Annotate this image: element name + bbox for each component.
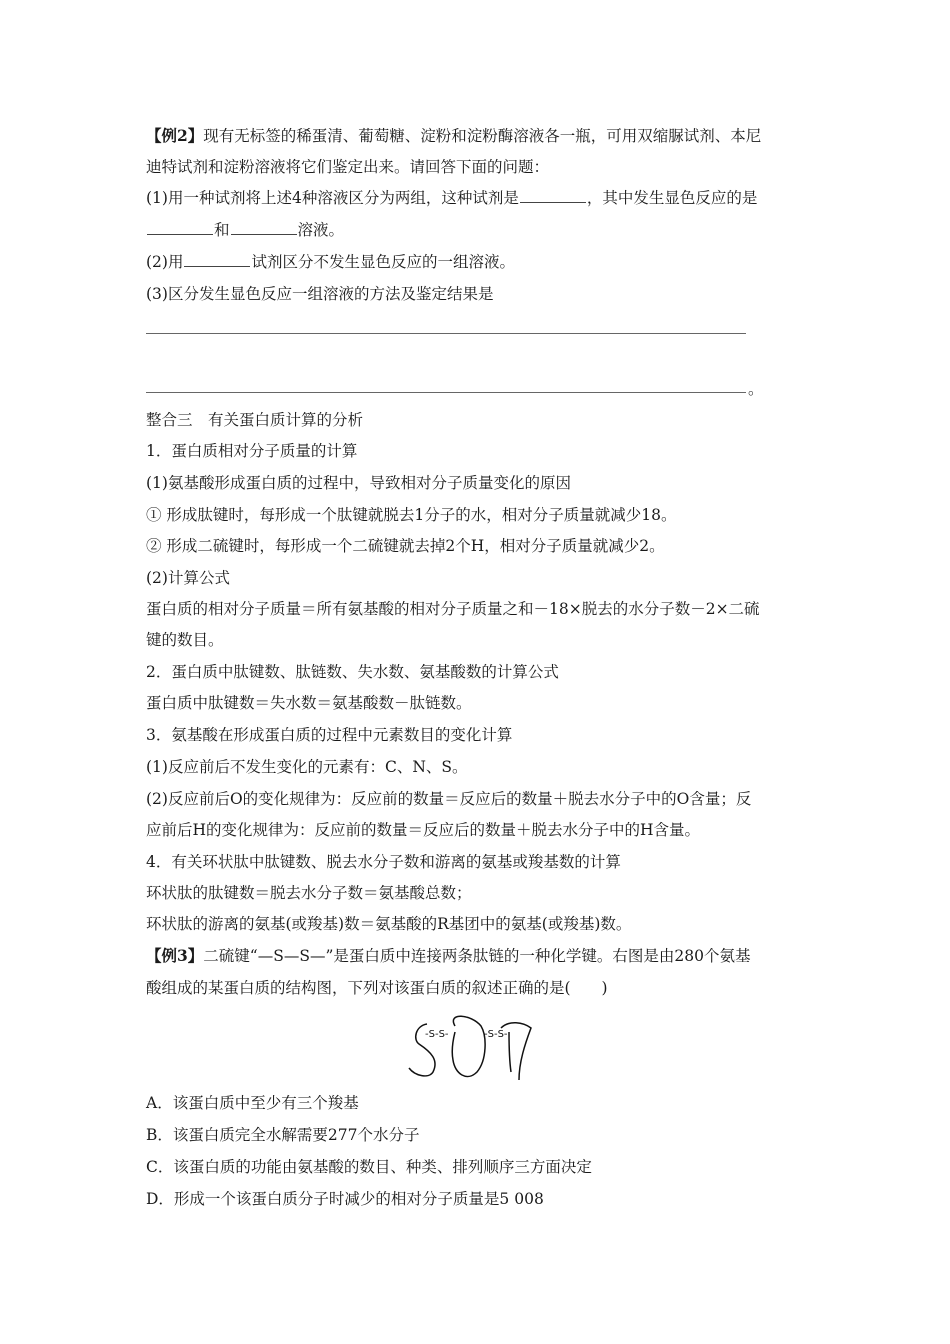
- ex2-q3-end-mark: 。: [748, 380, 764, 398]
- ex2-q1-blank-reagent[interactable]: [520, 187, 586, 203]
- peptide-chain-2-branch: [509, 1032, 511, 1072]
- ex2-q1-text-d: 溶液。: [297, 221, 345, 239]
- ex2-stem-line2: 迪特试剂和淀粉溶液将它们鉴定出来。请回答下面的问题：: [146, 158, 550, 176]
- sec3-p3-sub2-line2: 应前后H的变化规律为：反应前的数量＝反应后的数量＋脱去水分子中的H含量。: [146, 821, 701, 839]
- ex2-q2-text-a: (2)用: [146, 253, 184, 271]
- ex2-q3-answer-line1[interactable]: [146, 333, 746, 334]
- sec3-p2-title: 2．蛋白质中肽键数、肽链数、失水数、氨基酸数的计算公式: [146, 663, 559, 681]
- sec3-p1-item1: ① 形成肽键时，每形成一个肽键就脱去1分子的水，相对分子质量就减少18。: [146, 506, 677, 524]
- ex2-q3-line: (3)区分发生显色反应一组溶液的方法及鉴定结果是: [146, 285, 494, 303]
- ex2-q1-text-c: 和: [214, 221, 230, 239]
- ex2-q2-blank-reagent[interactable]: [184, 251, 250, 267]
- sec3-p4-line1: 环状肽的肽键数＝脱去水分子数＝氨基酸总数；: [146, 884, 472, 902]
- ex3-stem-text1: 二硫键“—S—S—”是蛋白质中连接两条肽链的一种化学键。右图是由280个氨基: [203, 947, 751, 965]
- sec3-p4-line2: 环状肽的游离的氨基(或羧基)数＝氨基酸的R基团中的氨基(或羧基)数。: [146, 915, 632, 933]
- disulfide-bond-label-1: -S-S-: [425, 1029, 449, 1040]
- ex3-option-a[interactable]: A．该蛋白质中至少有三个羧基: [146, 1094, 359, 1112]
- sec3-p4-title: 4．有关环状肽中肽键数、脱去水分子数和游离的氨基或羧基数的计算: [146, 853, 621, 871]
- disulfide-bond-label-2: -S-S-: [484, 1029, 508, 1040]
- ex2-q3-answer-line2[interactable]: [146, 392, 746, 393]
- sec3-p1-formula-line2: 键的数目。: [146, 631, 224, 649]
- ex2-q1-blank-solution2[interactable]: [231, 219, 297, 235]
- peptide-chain-ring: [452, 1016, 485, 1076]
- ex3-stem-line2: 酸组成的某蛋白质的结构图，下列对该蛋白质的叙述正确的是( ): [146, 979, 608, 997]
- sec3-p3-sub1: (1)反应前后不发生变化的元素有：C、N、S。: [146, 758, 468, 776]
- sec3-p1-title: 1．蛋白质相对分子质量的计算: [146, 442, 358, 460]
- ex2-q1-line1: [146, 187, 757, 209]
- sec3-p2-formula: 蛋白质中肽键数＝失水数＝氨基酸数－肽链数。: [146, 694, 472, 712]
- ex2-q1-text-a: (1)用一种试剂将上述4种溶液区分为两组，这种试剂是: [146, 189, 519, 207]
- ex3-option-c[interactable]: C．该蛋白质的功能由氨基酸的数目、种类、排列顺序三方面决定: [146, 1158, 592, 1176]
- ex2-stem-line1: [146, 125, 761, 147]
- ex2-q1-blank-solution1[interactable]: [147, 219, 213, 235]
- ex2-stem-text1: 现有无标签的稀蛋清、葡萄糖、淀粉和淀粉酶溶液各一瓶，可用双缩脲试剂、本尼: [203, 127, 762, 145]
- sec3-p1-sub2: (2)计算公式: [146, 569, 230, 587]
- ex3-option-b[interactable]: B．该蛋白质完全水解需要277个水分子: [146, 1126, 420, 1144]
- ex2-q1-text-b: ，其中发生显色反应的是: [586, 189, 758, 207]
- section3-title: 整合三 有关蛋白质计算的分析: [146, 411, 364, 429]
- ex3-stem-line1: [146, 945, 750, 967]
- sec3-p3-title: 3．氨基酸在形成蛋白质的过程中元素数目的变化计算: [146, 726, 513, 744]
- sec3-p3-sub2-line1: (2)反应前后O的变化规律为：反应前的数量＝反应后的数量＋脱去水分子中的O含量；反: [146, 790, 752, 808]
- ex2-label: 【例2】: [146, 126, 204, 145]
- ex2-q1-line2: [146, 219, 344, 241]
- sec3-p1-sub1: (1)氨基酸形成蛋白质的过程中，导致相对分子质量变化的原因: [146, 474, 571, 492]
- sec3-p1-item2: ② 形成二硫键时，每形成一个二硫键就去掉2个H，相对分子质量就减少2。: [146, 537, 665, 555]
- ex2-q2-line: [146, 251, 515, 273]
- protein-structure-figure: [405, 1014, 545, 1084]
- ex3-label: 【例3】: [146, 946, 204, 965]
- ex3-option-d[interactable]: D．形成一个该蛋白质分子时减少的相对分子质量是5 008: [146, 1190, 544, 1208]
- ex2-q2-text-b: 试剂区分不发生显色反应的一组溶液。: [251, 253, 515, 271]
- sec3-p1-formula-line1: 蛋白质的相对分子质量＝所有氨基酸的相对分子质量之和－18×脱去的水分子数－2×二硫: [146, 600, 760, 618]
